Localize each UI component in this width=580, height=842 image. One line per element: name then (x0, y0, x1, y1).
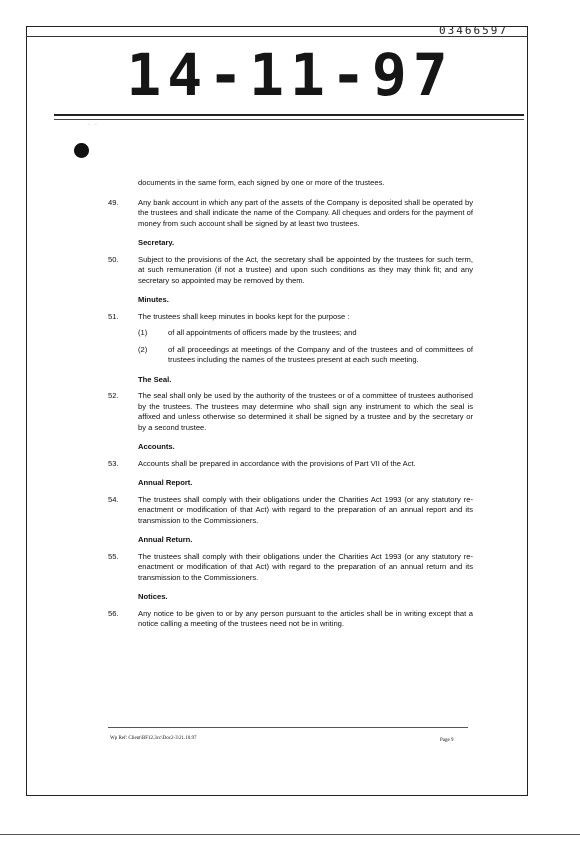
subclause-2 (108, 345, 473, 366)
clause-number: 53. (108, 458, 119, 468)
intro-line: documents in the same form, each signed by one or more of the trustees. (138, 178, 385, 187)
clause-text: Any bank account in which any part of the assets of the Company is deposited shall be operated by the trustees and shall indicate the name of the Company. All cheques and orders for the payment of money from such account shall be signed by at least two trustees. (138, 197, 473, 228)
page-number: Page 9 (440, 738, 454, 743)
heading-notices: Notices. (138, 592, 168, 601)
heading-secretary: Secretary. (138, 238, 175, 247)
clause-51 (108, 312, 473, 323)
footer-reference: Wp Ref: Client\BF12.3cc\Doc2-3\21.10.97 (110, 736, 197, 741)
heading-accounts: Accounts. (138, 442, 175, 451)
clause-text: The trustees shall comply with their obligations under the Charities Act 1993 (or any statutory re-enactment or modification of that Act) with regard to the preparation of an annual report and its transmission to the Commissioners. (138, 494, 473, 525)
header-rule-thick (54, 114, 524, 116)
clause-number: 55. (108, 551, 119, 561)
punch-hole-dot (74, 143, 89, 158)
subclause-text: of all proceedings at meetings of the Company and of the trustees and of committees of trustees including the names of the trustees present at each such meeting. (168, 344, 473, 364)
clause-50 (108, 255, 473, 287)
clause-number: 49. (108, 197, 119, 207)
clause-text: The seal shall only be used by the authority of the trustees or of a committee of trustees authorised by the trustees. The trustees may determine who shall sign any instrument to which the seal is affixed and unless otherwise so determined it shall be signed by a trustee and by the secretary or by a second trustee. (138, 391, 473, 432)
document-id: 03466597 (439, 24, 508, 37)
clause-52 (108, 391, 473, 433)
clause-number: 54. (108, 494, 119, 504)
date-stamp: 14-11-97 (126, 41, 454, 109)
clause-text: The trustees shall comply with their obligations under the Charities Act 1993 (or any statutory re-enactment or modification of that Act) with regard to the preparation of an annual return and its transmission to the Commissioners. (138, 551, 473, 582)
clause-54 (108, 495, 473, 527)
document-body (108, 178, 473, 630)
footer-rule (108, 727, 468, 728)
scan-specks: · · (88, 122, 97, 128)
heading-annual-report: Annual Report. (138, 478, 193, 487)
subclause-number: (2) (138, 344, 148, 354)
header-rule-thin (54, 119, 524, 120)
clause-49 (108, 198, 473, 230)
heading-seal: The Seal. (138, 374, 172, 384)
clause-text: Subject to the provisions of the Act, the secretary shall be appointed by the trustees for such term, at such remuneration (if not a trustee) and upon such conditions as they may think fit; and any secretary so appointed may be removed by them. (138, 254, 473, 285)
clause-55 (108, 552, 473, 584)
clause-56 (108, 609, 473, 630)
subclause-number: (1) (138, 328, 148, 337)
clause-text: The trustees shall keep minutes in books kept for the purpose : (138, 311, 350, 321)
clause-number: 50. (108, 254, 119, 264)
clause-number: 56. (108, 608, 119, 618)
clause-number: 52. (108, 391, 119, 400)
clause-text: Accounts shall be prepared in accordance with the provisions of Part VII of the Act. (138, 458, 416, 468)
heading-annual-return: Annual Return. (138, 535, 193, 544)
heading-minutes: Minutes. (138, 295, 169, 304)
scan-bottom-edge (0, 834, 580, 835)
subclause-text: of all appointments of officers made by the trustees; and (168, 328, 357, 337)
clause-number: 51. (108, 311, 119, 321)
clause-53 (108, 459, 473, 470)
clause-text: Any notice to be given to or by any person pursuant to the articles shall be in writing except that a notice calling a meeting of the trustees need not be in writing. (138, 608, 473, 628)
subclause-1 (108, 328, 473, 339)
